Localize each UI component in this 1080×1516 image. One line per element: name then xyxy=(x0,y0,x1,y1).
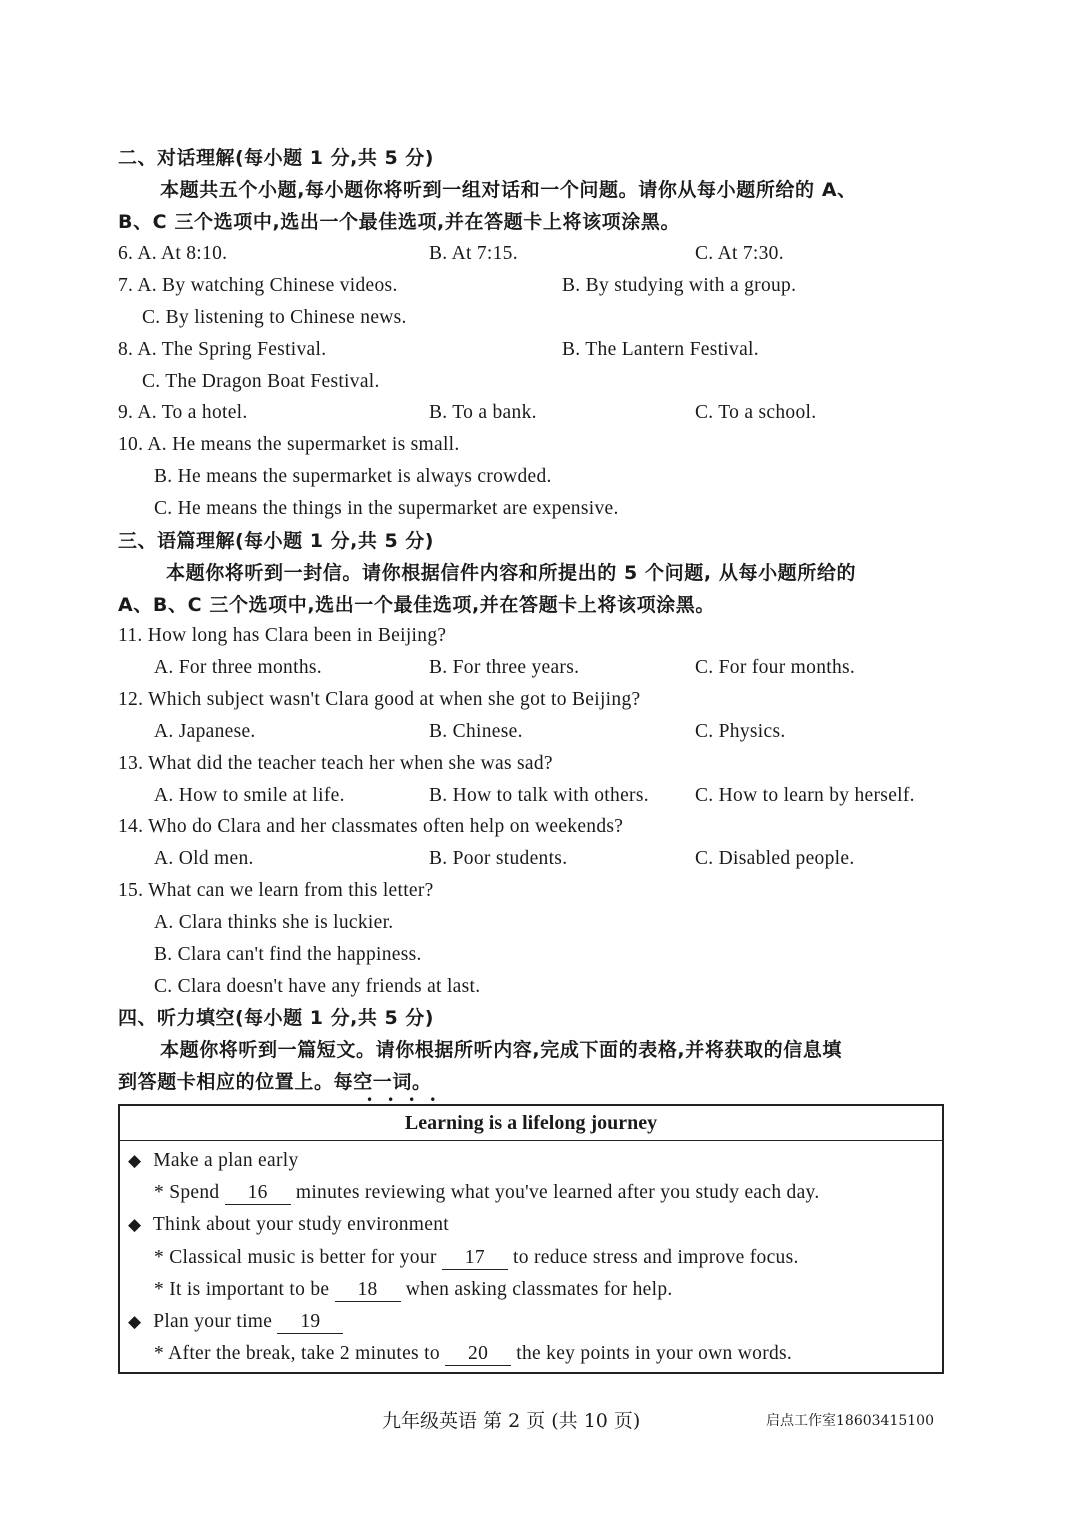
q9-option-b: B. To a bank. xyxy=(429,402,537,423)
table-subitem-break xyxy=(154,1341,792,1367)
q14-option-b: B. Poor students. xyxy=(429,848,568,869)
q11-question: 11. How long has Clara been in Beijing? xyxy=(118,625,447,646)
answer-blank-16[interactable]: 16 xyxy=(225,1182,291,1205)
table-item-label: Think about your study environment xyxy=(152,1214,449,1235)
q15-option-a: A. Clara thinks she is luckier. xyxy=(154,912,394,933)
diamond-bullet-icon: ◆ xyxy=(128,1215,142,1235)
q7-option-b: B. By studying with a group. xyxy=(562,275,797,296)
q13-question: 13. What did the teacher teach her when she was sad? xyxy=(118,753,553,774)
section2-heading: 二、对话理解(每小题 1 分,共 5 分) xyxy=(118,147,434,169)
q8-option-a: 8. A. The Spring Festival. xyxy=(118,339,327,360)
subitem-text: * It is important to be xyxy=(154,1279,330,1300)
section2-intro-line2: B、C 三个选项中,选出一个最佳选项,并在答题卡上将该项涂黑。 xyxy=(118,211,681,233)
table-item-label: Plan your time xyxy=(153,1311,273,1332)
table-item-label: Make a plan early xyxy=(153,1150,299,1171)
q12-question: 12. Which subject wasn't Clara good at when she got to Beijing? xyxy=(118,689,641,710)
q14-option-a: A. Old men. xyxy=(154,848,254,869)
q8-option-b: B. The Lantern Festival. xyxy=(562,339,759,360)
q15-option-c: C. Clara doesn't have any friends at last. xyxy=(154,976,481,997)
table-title: Learning is a lifelong journey xyxy=(120,1106,942,1141)
subitem-text: the key points in your own words. xyxy=(516,1343,793,1364)
q15-option-b: B. Clara can't find the happiness. xyxy=(154,944,422,965)
q6-option-a: 6. A. At 8:10. xyxy=(118,243,228,264)
q12-option-a: A. Japanese. xyxy=(154,721,256,742)
table-subitem-classmates xyxy=(154,1277,673,1303)
answer-blank-18[interactable]: 18 xyxy=(335,1279,401,1302)
q10-option-a: 10. A. He means the supermarket is small. xyxy=(118,434,460,455)
answer-blank-17[interactable]: 17 xyxy=(442,1247,508,1270)
q13-option-b: B. How to talk with others. xyxy=(429,785,649,806)
q15-question: 15. What can we learn from this letter? xyxy=(118,880,434,901)
subitem-text: minutes reviewing what you've learned after you study each day. xyxy=(295,1182,820,1203)
q12-option-b: B. Chinese. xyxy=(429,721,523,742)
q11-option-b: B. For three years. xyxy=(429,657,580,678)
emphasis-dots: •••• xyxy=(366,1093,451,1107)
q6-option-c: C. At 7:30. xyxy=(695,243,784,264)
table-item-study-environment xyxy=(128,1212,449,1238)
q11-option-c: C. For four months. xyxy=(695,657,856,678)
section4-heading: 四、听力填空(每小题 1 分,共 5 分) xyxy=(118,1007,434,1029)
q14-question: 14. Who do Clara and her classmates often help on weekends? xyxy=(118,816,624,837)
q10-option-b: B. He means the supermarket is always crowded. xyxy=(154,466,552,487)
subitem-text: * Classical music is better for your xyxy=(154,1247,437,1268)
q14-option-c: C. Disabled people. xyxy=(695,848,855,869)
table-item-plan-early xyxy=(128,1148,299,1174)
q7-option-c: C. By listening to Chinese news. xyxy=(142,307,407,328)
q10-option-c: C. He means the things in the supermarket are expensive. xyxy=(154,498,619,519)
section4-intro-line2 xyxy=(118,1069,432,1095)
page-footer: 九年级英语 第 2 页 (共 10 页) xyxy=(382,1410,641,1432)
subitem-text: * Spend xyxy=(154,1182,220,1203)
q6-option-b: B. At 7:15. xyxy=(429,243,518,264)
q13-option-a: A. How to smile at life. xyxy=(154,785,345,806)
section3-intro-line2: A、B、C 三个选项中,选出一个最佳选项,并在答题卡上将该项涂黑。 xyxy=(118,594,715,616)
q9-option-c: C. To a school. xyxy=(695,402,817,423)
q11-option-a: A. For three months. xyxy=(154,657,322,678)
answer-blank-19[interactable]: 19 xyxy=(277,1311,343,1334)
table-subitem-music xyxy=(154,1245,799,1271)
q7-option-a: 7. A. By watching Chinese videos. xyxy=(118,275,398,296)
diamond-bullet-icon: ◆ xyxy=(128,1151,142,1171)
table-item-plan-time xyxy=(128,1309,343,1335)
subitem-text: to reduce stress and improve focus. xyxy=(513,1247,799,1268)
section3-heading: 三、语篇理解(每小题 1 分,共 5 分) xyxy=(118,530,434,552)
q8-option-c: C. The Dragon Boat Festival. xyxy=(142,371,380,392)
q13-option-c: C. How to learn by herself. xyxy=(695,785,915,806)
answer-blank-20[interactable]: 20 xyxy=(445,1343,511,1366)
section4-intro-text: 到答题卡相应的位置上。 xyxy=(118,1071,334,1093)
studio-watermark: 启点工作室18603415100 xyxy=(766,1413,934,1429)
q12-option-c: C. Physics. xyxy=(695,721,786,742)
subitem-text: when asking classmates for help. xyxy=(405,1279,673,1300)
section3-intro-line1: 本题你将听到一封信。请你根据信件内容和所提出的 5 个问题, 从每小题所给的 xyxy=(166,562,857,584)
section4-intro-line1: 本题你将听到一篇短文。请你根据所听内容,完成下面的表格,并将获取的信息填 xyxy=(160,1039,843,1061)
section2-intro-line1: 本题共五个小题,每小题你将听到一组对话和一个问题。请你从每小题所给的 A、 xyxy=(160,179,857,201)
listening-fill-table xyxy=(118,1104,944,1374)
section4-intro-period: 。 xyxy=(412,1071,432,1093)
subitem-text: * After the break, take 2 minutes to xyxy=(154,1343,440,1364)
diamond-bullet-icon: ◆ xyxy=(128,1312,142,1332)
q9-option-a: 9. A. To a hotel. xyxy=(118,402,248,423)
emphasized-instruction: 每空一词 xyxy=(333,1071,413,1093)
table-subitem-spend xyxy=(154,1180,820,1206)
